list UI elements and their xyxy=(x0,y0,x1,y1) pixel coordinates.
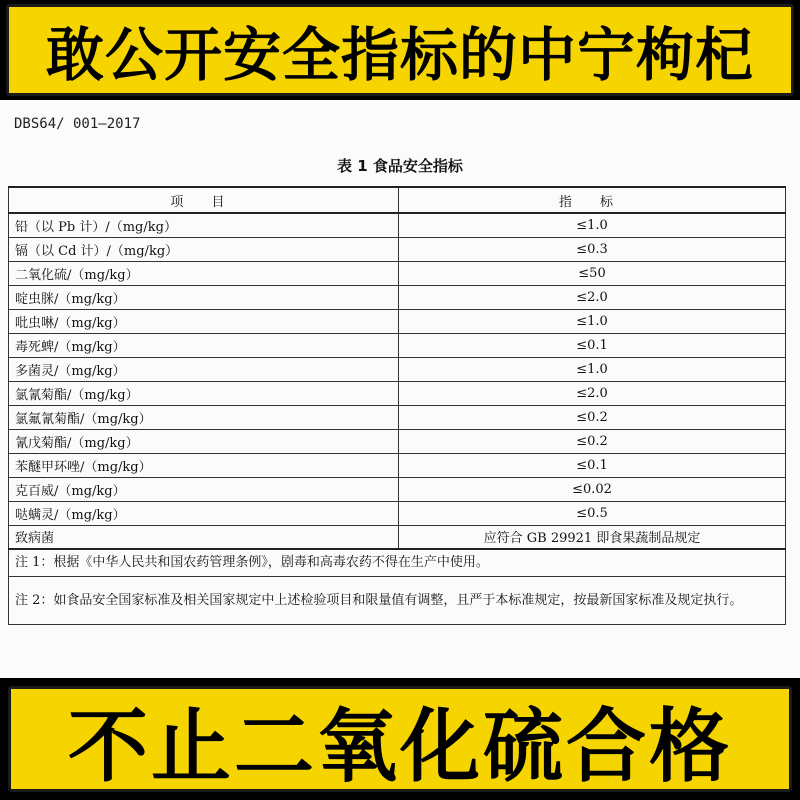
row-item: 镉（以 Cd 计）/（mg/kg） xyxy=(9,237,399,261)
row-value: ≤1.0 xyxy=(399,357,786,381)
document-scan xyxy=(0,100,800,678)
top-banner-text: 敢公开安全指标的中宁枸杞 xyxy=(45,21,754,89)
row-item: 吡虫啉/（mg/kg） xyxy=(9,309,399,333)
row-item: 氯氟氰菊酯/（mg/kg） xyxy=(9,405,399,429)
row-value: ≤2.0 xyxy=(399,285,786,309)
row-item: 哒螨灵/（mg/kg） xyxy=(9,501,399,525)
row-item: 二氧化硫/（mg/kg） xyxy=(9,261,399,285)
bottom-banner-panel xyxy=(8,686,792,792)
row-value: ≤1.0 xyxy=(399,309,786,333)
row-value: ≤2.0 xyxy=(399,381,786,405)
row-value: ≤1.0 xyxy=(399,213,786,237)
row-item: 铅（以 Pb 计）/（mg/kg） xyxy=(9,213,399,237)
row-item: 氰戊菊酯/（mg/kg） xyxy=(9,429,399,453)
table-row xyxy=(9,333,786,357)
row-value: ≤0.2 xyxy=(399,429,786,453)
table-title: 表 1 食品安全指标 xyxy=(337,157,463,175)
row-item: 多菌灵/（mg/kg） xyxy=(9,357,399,381)
top-banner-panel xyxy=(6,4,794,96)
note-row xyxy=(9,577,786,625)
table-row xyxy=(9,213,786,237)
row-item: 氯氰菊酯/（mg/kg） xyxy=(9,381,399,405)
row-value: 应符合 GB 29921 即食果蔬制品规定 xyxy=(399,525,786,549)
table-row xyxy=(9,357,786,381)
table-row xyxy=(9,405,786,429)
row-item: 克百威/（mg/kg） xyxy=(9,477,399,501)
table-row xyxy=(9,309,786,333)
row-value: ≤0.02 xyxy=(399,477,786,501)
row-value: ≤0.1 xyxy=(399,453,786,477)
row-item: 致病菌 xyxy=(9,525,399,549)
row-item: 啶虫脒/（mg/kg） xyxy=(9,285,399,309)
row-item: 毒死蜱/（mg/kg） xyxy=(9,333,399,357)
table-row xyxy=(9,429,786,453)
table-row xyxy=(9,477,786,501)
note-row xyxy=(9,549,786,577)
bottom-banner xyxy=(0,678,800,800)
row-value: ≤0.2 xyxy=(399,405,786,429)
table-row xyxy=(9,261,786,285)
row-value: ≤0.3 xyxy=(399,237,786,261)
row-value: ≤0.1 xyxy=(399,333,786,357)
row-item: 苯醚甲环唑/（mg/kg） xyxy=(9,453,399,477)
standard-code: DBS64/ 001—2017 xyxy=(14,116,141,132)
table-row xyxy=(9,285,786,309)
header-value: 指 标 xyxy=(399,187,786,213)
table-row xyxy=(9,501,786,525)
row-value: ≤0.5 xyxy=(399,501,786,525)
safety-indicator-table xyxy=(8,186,786,625)
table-header-row xyxy=(9,187,786,213)
note-2: 注 2：如食品安全国家标准及相关国家规定中上述检验项目和限量值有调整，且严于本标准规定，按最新国家标准及规定执行。 xyxy=(9,577,786,625)
header-item: 项 目 xyxy=(9,187,399,213)
bottom-banner-text: 不止二氧化硫合格 xyxy=(68,699,732,793)
table-row xyxy=(9,453,786,477)
table-row xyxy=(9,237,786,261)
table-row xyxy=(9,381,786,405)
note-1: 注 1：根据《中华人民共和国农药管理条例》，剧毒和高毒农药不得在生产中使用。 xyxy=(9,549,786,577)
row-value: ≤50 xyxy=(399,261,786,285)
table-row xyxy=(9,525,786,549)
top-banner xyxy=(0,0,800,100)
